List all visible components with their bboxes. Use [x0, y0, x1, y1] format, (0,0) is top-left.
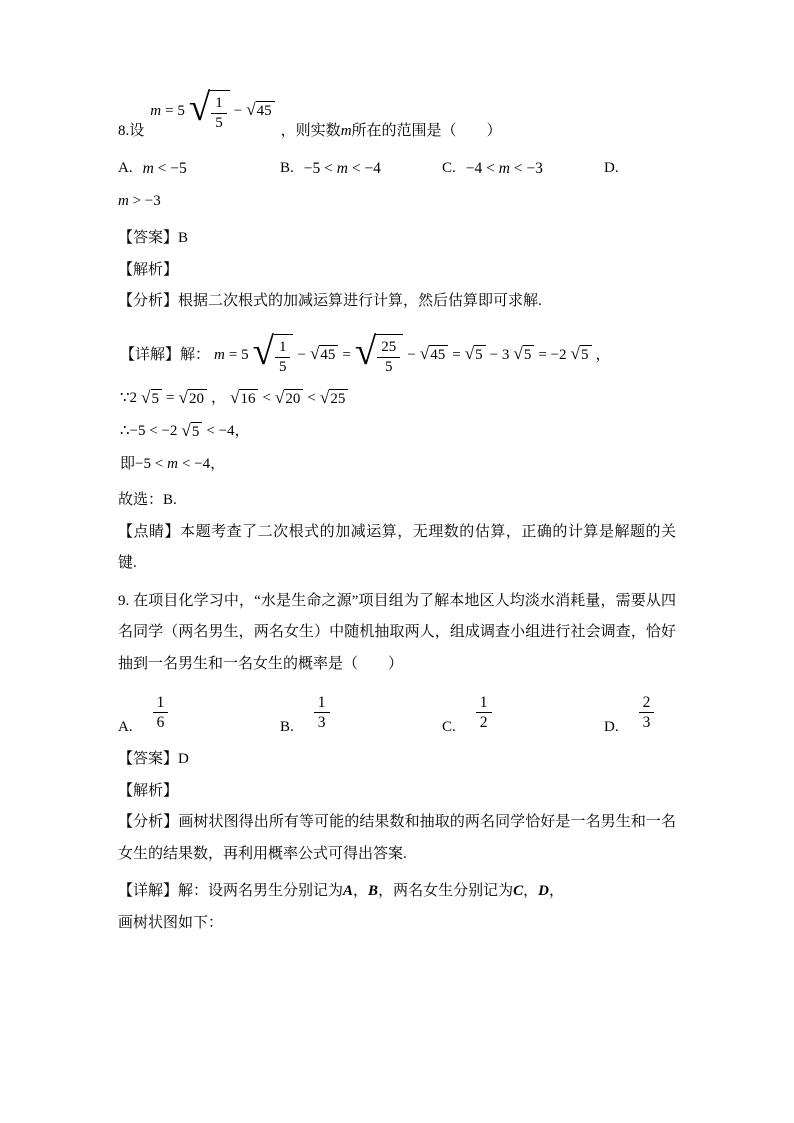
question-8 [118, 95, 676, 580]
q8-detail-line: 【详解】解： m = 5 √ $\frac{1}{5}$ − √ 45 = √ $\frac{25}{5}$ − √ 45 = √ 5 − 3 √ 5 = −2 √ 5 ， [118, 334, 676, 377]
q9-answer: 【答案】D [118, 751, 189, 768]
girl-d: D [538, 883, 549, 900]
q8-step-line2: ∵2 √ 5 = √ 20 ， √ 16 < √ 20 < √ 25 [118, 388, 676, 409]
sqrt-radical: √ 16 [230, 389, 258, 409]
q9-option-b [280, 693, 442, 739]
q8-stem-pre: 设 [129, 122, 145, 139]
q8-option-b-formula: −5 < m < −4 [303, 159, 381, 177]
q8-option-c [442, 157, 604, 180]
q8-option-b-label: B. [280, 160, 294, 177]
q8-detail-label: 【详解】解： [120, 346, 211, 363]
sqrt-radical: √ 5 [513, 345, 534, 365]
q8-formula-var: m [150, 102, 162, 119]
q9-stem [118, 586, 676, 681]
sqrt-radical: √ 25 [320, 389, 348, 409]
q8-option-a-label: A. [118, 160, 133, 177]
q8-option-d-label: D. [604, 160, 619, 177]
sqrt-radical: √ 45 [310, 345, 338, 365]
q9-option-b-fraction: $\frac{1}{3}$ [314, 693, 330, 733]
q8-step-line4: 即−5 < m < −4， [120, 456, 226, 473]
sqrt-radical: √ 20 [275, 389, 303, 409]
q8-formula-eq: = 5 [165, 102, 185, 119]
q9-detail: 【详解】解：设两名男生分别记为A，B，两名女生分别记为C，D， [118, 883, 564, 900]
sqrt-radical: √ 45 [246, 101, 274, 121]
fraction: √ $\frac{1}{5}$ [275, 338, 291, 377]
q8-answer: 【答案】B [118, 230, 189, 247]
q8-step-line3: ∴−5 < −2 √ 5 < −4， [118, 421, 676, 442]
boy-a: A [343, 883, 354, 900]
q8-stem-formula [148, 90, 276, 133]
question-9 [118, 586, 676, 940]
q9-option-a [118, 693, 280, 739]
q8-stem-post: 所在的范围是（ ） [351, 122, 502, 139]
q8-fenxi: 【分析】根据二次根式的加减运算进行计算，然后估算即可求解. [118, 293, 542, 310]
sqrt-radical: √ 20 [178, 389, 206, 409]
fraction: √ $\frac{1}{5}$ [211, 94, 227, 133]
q8-number: 8. [118, 122, 130, 139]
sqrt-radical: √ 5 [571, 345, 592, 365]
sqrt-radical: √ 45 [420, 345, 448, 365]
q8-option-d [604, 157, 629, 180]
sqrt-radical: √ 5 [181, 422, 202, 442]
sqrt-radical [253, 334, 294, 377]
q8-option-b [280, 157, 442, 180]
sqrt-radical: √ 5 [141, 389, 162, 409]
sqrt-radical: √ 5 [465, 345, 486, 365]
q9-option-a-fraction: $\frac{1}{6}$ [153, 693, 169, 733]
q9-tree-caption: 画树状图如下： [118, 914, 224, 931]
q8-stem-var: m [340, 122, 352, 139]
q9-option-d-label: D. [604, 718, 619, 735]
q9-option-a-label: A. [118, 718, 133, 735]
q8-option-a-formula: m < −5 [142, 159, 187, 177]
q9-option-c [442, 693, 604, 739]
girl-c: C [513, 883, 524, 900]
q9-option-d-fraction: $\frac{2}{3}$ [639, 693, 655, 733]
q9-option-b-label: B. [280, 718, 294, 735]
q8-options [118, 157, 676, 180]
q8-stem-mid: ，则实数 [280, 122, 341, 139]
q8-conclusion: 故选：B. [118, 492, 177, 509]
q9-option-c-fraction: $\frac{1}{2}$ [476, 693, 492, 733]
q8-option-a [118, 157, 280, 180]
q9-stem-text: 在项目化学习中，“水是生命之源”项目组为了解本地区人均淡水消耗量，需要从四名同学（两名男生，两名女生）中随机抽取两人，组成调查小组进行社会调查，恰好抽到一名男生和一名女生的概率是（ ） [118, 592, 677, 672]
q9-jiexi-label: 【解析】 [118, 782, 179, 799]
sqrt-radical [189, 90, 230, 133]
q8-stem [118, 95, 676, 143]
fraction: √ $\frac{25}{5}$ [377, 338, 400, 377]
q9-option-d [604, 693, 654, 739]
q8-jiexi-label: 【解析】 [118, 261, 179, 278]
q8-option-c-label: C. [442, 160, 456, 177]
q8-dianjing: 【点睛】本题考查了二次根式的加减运算，无理数的估算，正确的计算是解题的关键. [118, 523, 676, 572]
q9-fenxi: 【分析】画树状图得出所有等可能的结果数和抽取的两名同学恰好是一名男生和一名女生的结果数，再利用概率公式可得出答案. [118, 814, 676, 862]
q9-options [118, 686, 676, 738]
q8-option-c-formula: −4 < m < −3 [465, 159, 543, 177]
q8-formula-minus: − [233, 102, 243, 119]
q8-option-d-formula: m > −3 [118, 192, 161, 209]
sqrt-radical [355, 334, 403, 377]
q9-number: 9. [118, 592, 130, 609]
q9-option-c-label: C. [442, 718, 456, 735]
boy-b: B [368, 883, 379, 900]
